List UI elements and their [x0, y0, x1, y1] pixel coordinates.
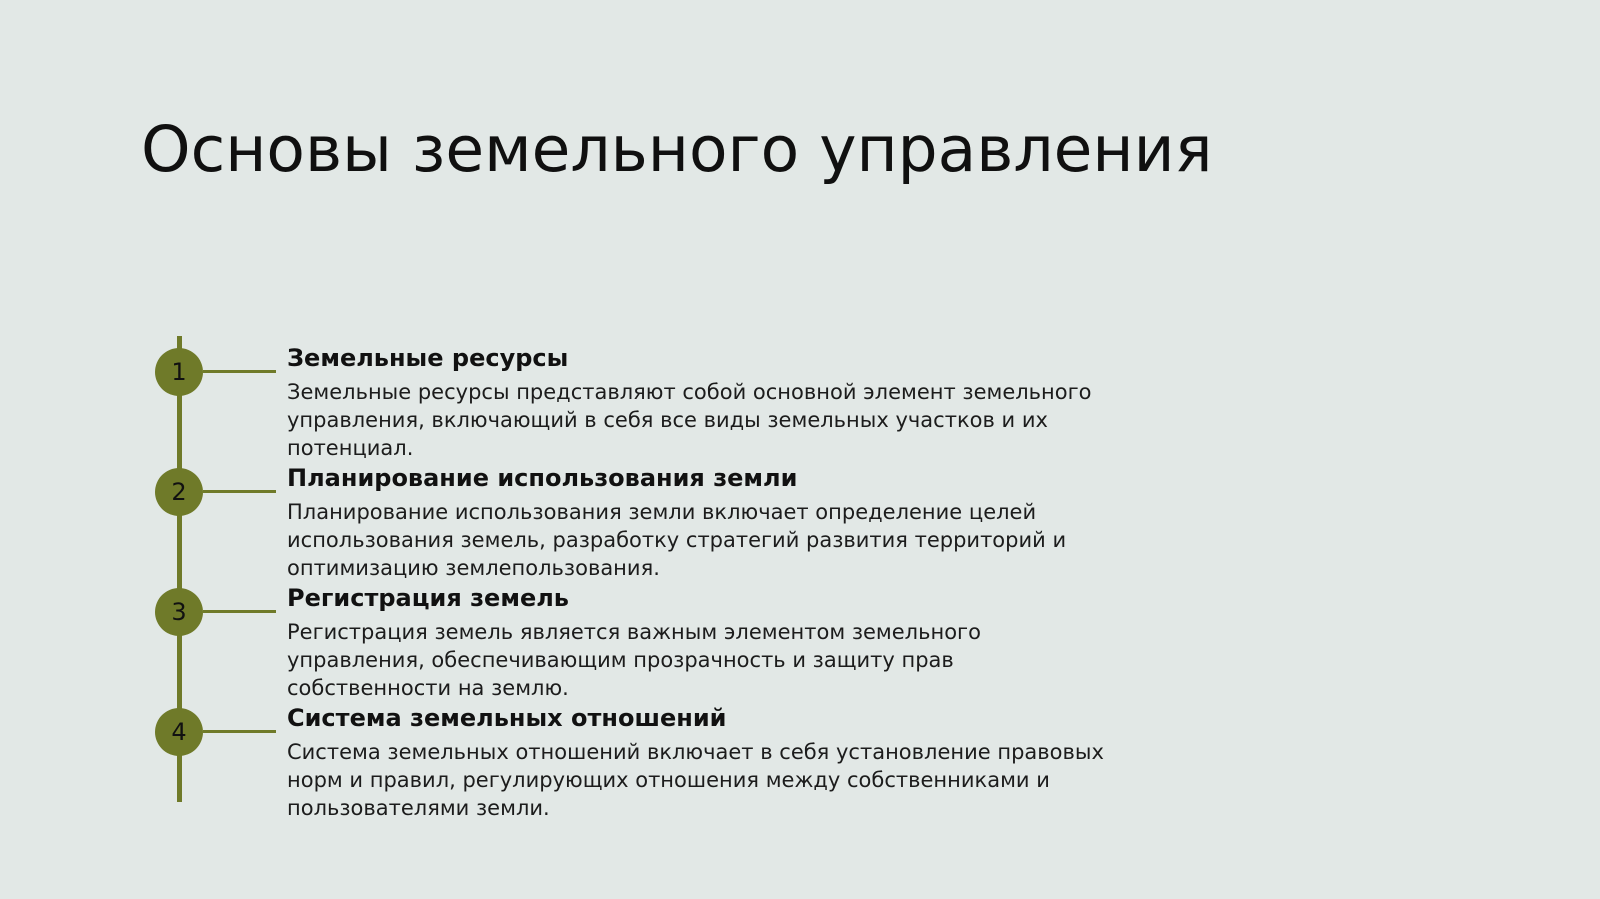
step-connector-4 [203, 730, 276, 733]
step-title-3: Регистрация земель [287, 584, 569, 612]
step-number-badge-4: 4 [155, 708, 203, 756]
step-title-1: Земельные ресурсы [287, 344, 569, 372]
step-description-4: Система земельных отношений включает в себя установление правовых норм и правил, регулирующих отношения между собственниками и пользователями земли. [287, 740, 1104, 820]
step-title-2: Планирование использования земли [287, 464, 798, 492]
page-title: Основы земельного управления [141, 113, 1213, 186]
step-connector-2 [203, 490, 276, 493]
step-description-2: Планирование использования земли включает определение целей использования земель, разработку стратегий развития территорий и оптимизацию землепользования. [287, 500, 1067, 580]
step-number-badge-3: 3 [155, 588, 203, 636]
step-number-badge-2: 2 [155, 468, 203, 516]
step-description-3: Регистрация земель является важным элементом земельного управления, обеспечивающим прозрачность и защиту прав собственности на землю. [287, 620, 981, 700]
step-number-badge-1: 1 [155, 348, 203, 396]
step-description-1: Земельные ресурсы представляют собой основной элемент земельного управления, включающий в себя все виды земельных участков и их потенциал. [287, 380, 1092, 460]
step-connector-1 [203, 370, 276, 373]
step-title-4: Система земельных отношений [287, 704, 727, 732]
step-connector-3 [203, 610, 276, 613]
